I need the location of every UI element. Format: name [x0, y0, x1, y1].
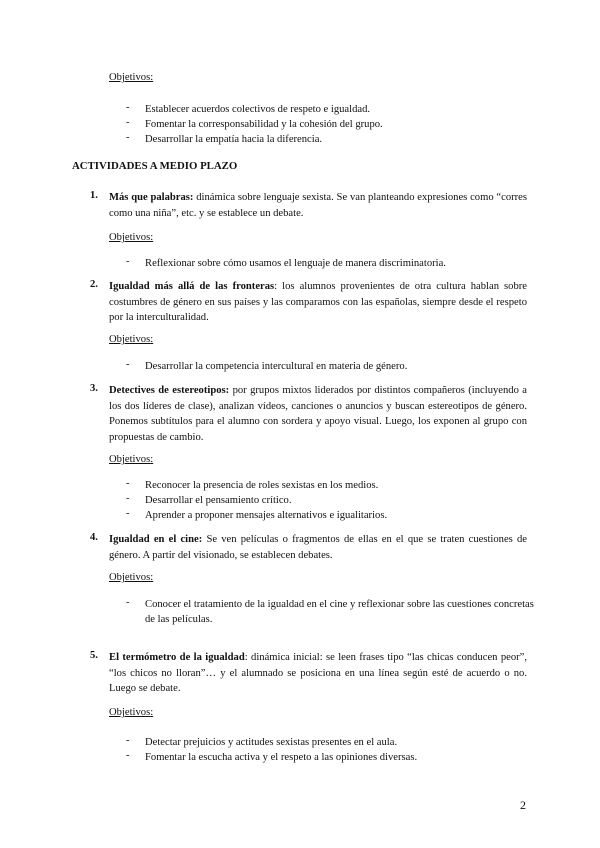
item-number: 1.	[90, 190, 98, 201]
item-text: : dinámica inicial: se leen frases tipo “las chicas conducen peor”, “los chicos no lloran”… y el alumnado se posiciona en una línea según esté de acuerdo o no. Luego se debate.	[109, 652, 528, 694]
document-page: Objetivos: - Establecer acuerdos colectivos de respeto e igualdad. - Fomentar la corresponsabilidad y la cohesión del grupo. - Desarrollar la empatía hacia la diferencia. ACTIVIDADES A MEDIO PLAZO 1. Más que palabras: dinámica sobre lenguaje sexista. Se van planteando expresiones como “corres como una niña”, etc. y se establece un debate. Objetivos: - Reflexionar sobre cómo usamos el lenguaje de manera discriminatoria. 2. Igualdad más allá de las fronteras: los alumnos provenientes de otra cultura hablan sobre costumbres de género en sus países y las comparamos con las españolas, siempre desde el respeto por la interculturalidad. Objetivos: - Desarrollar la competencia intercultural en materia de género. 3. Detectives de estereotipos: por grupos mixtos liderados por distintos compañeros (incluyendo a los dos líderes de clase), analizan vídeos, canciones o anuncios y buscan estereotipos de género. Ponemos subtítulos para el alumno con sordera y apoyo visual. Luego, los exponen al grupo con propuestas de cambio. Objetivos: - Reconocer la presencia de roles sexistas en los medios. - Desarrollar el pensamiento crítico. - Aprender a proponer mensajes alternativos e igualitarios. 4. Igualdad en el cine: Se ven películas o fragmentos de ellas en el que se traten cuestiones de género. A partir del visionado, se establecen debates. Objetivos: - Conocer el tratamiento de la igualdad en el cine y reflexionar sobre las cuestiones concretas de las películas. 5. El termómetro de la igualdad: dinámica inicial: se leen frases tipo “las chicas conducen peor”, “los chicos no lloran”… y el alumnado se posiciona en una línea según esté de acuerdo o no. Luego se debate. Objetivos: - Detectar prejuicios y actitudes sexistas presentes en el aula. - Fomentar la escucha activa y el respeto a las opiniones diversas. 2	[72, 72, 534, 812]
item-title: Detectives de estereotipos:	[109, 385, 230, 396]
item-number: 4.	[90, 532, 98, 543]
item-number: 5.	[90, 650, 98, 661]
item-number: 3.	[90, 383, 98, 394]
item-title: Igualdad más allá de las fronteras	[109, 281, 275, 292]
item-title: Igualdad en el cine:	[109, 534, 203, 545]
item-text: por grupos mixtos liderados por distintos compañeros (incluyendo a los dos líderes de clase), analizan vídeos, canciones o anuncios y buscan estereotipos de género. Ponemos subtítulos para el alumno con sordera y apoyo visual. Luego, los exponen al grupo con propuestas de cambio.	[109, 385, 527, 443]
item-paragraph	[109, 532, 527, 563]
objetivos-label: Objetivos:	[109, 707, 154, 718]
objetivos-label: Objetivos:	[109, 232, 154, 243]
item-paragraph	[109, 279, 527, 326]
item-paragraph	[109, 190, 527, 221]
item-text: Se ven películas o fragmentos de ellas en el que se traten cuestiones de género. A partir del visionado, se establecen debates.	[109, 534, 527, 561]
page-number: 2	[520, 798, 526, 812]
item-paragraph	[109, 383, 527, 445]
objetivos-label: Objetivos:	[109, 454, 154, 465]
objetivos-label: Objetivos:	[109, 72, 154, 83]
item-title: El termómetro de la igualdad	[109, 652, 245, 663]
objetivos-label: Objetivos:	[109, 334, 154, 345]
item-paragraph	[109, 650, 527, 697]
item-title: Más que palabras:	[109, 192, 194, 203]
objetivos-label: Objetivos:	[109, 572, 154, 583]
section-title: ACTIVIDADES A MEDIO PLAZO	[72, 160, 238, 172]
item-number: 2.	[90, 279, 98, 290]
item-text: : los alumnos provenientes de otra cultura hablan sobre costumbres de género en sus países y las comparamos con las españolas, siempre desde el respeto por la interculturalidad.	[109, 281, 527, 323]
item-text: dinámica sobre lenguaje sexista. Se van planteando expresiones como “corres como una niña”, etc. y se establece un debate.	[109, 192, 528, 219]
